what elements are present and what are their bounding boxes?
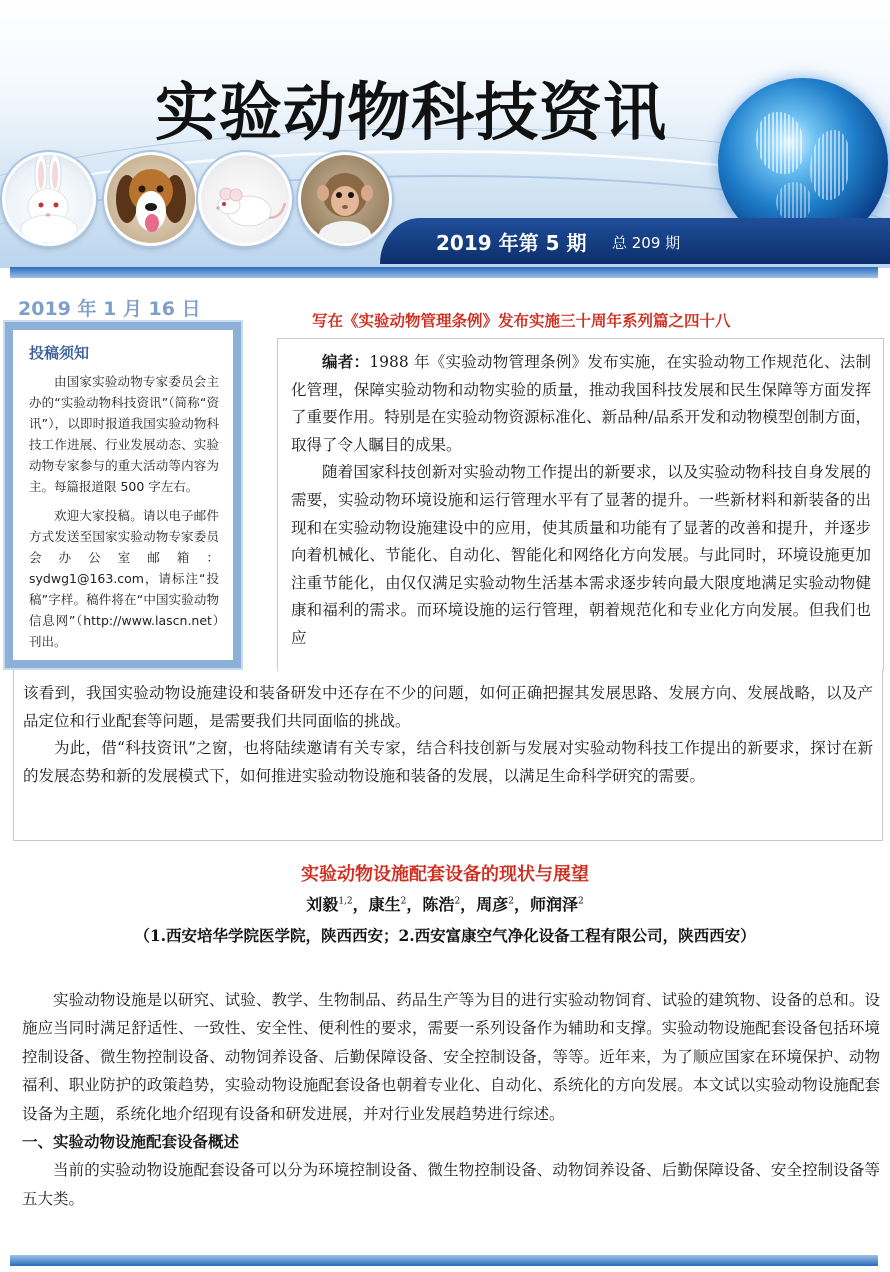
editor-note-box bbox=[277, 338, 884, 671]
article-authors: 刘毅$^{1,2}$，康生$^2$，陈浩$^2$，周彦$^2$，师润泽$^2$ bbox=[306, 895, 584, 914]
total-issue-number: 总 209 期 bbox=[612, 234, 681, 252]
submission-notice-box bbox=[5, 322, 241, 668]
masthead-banner bbox=[0, 0, 890, 268]
editor-paragraph: 为此，借“科技资讯”之窗，也将陆续邀请有关专家，结合科技创新与发展对实验动物科技工作提出的新要求，探讨在新的发展态势和新的发展模式下，如何推进实验动物设施和装备的发展，以满足生命科学研究的需要。 bbox=[23, 739, 873, 785]
banner-divider bbox=[10, 267, 878, 278]
series-heading: 写在《实验动物管理条例》发布实施三十周年系列篇之四十八 bbox=[312, 312, 731, 330]
beagle-photo bbox=[104, 152, 198, 246]
section-heading: 一、实验动物设施配套设备概述 bbox=[22, 1132, 240, 1152]
publication-title: 实验动物科技资讯 bbox=[155, 76, 667, 149]
editor-paragraph: 编者：1988 年《实验动物管理条例》发布实施，在实验动物工作规范化、法制化管理，保障实验动物和动物实验的质量，推动我国科技发展和民生保障等方面发挥了重要作用。特别是在实验动物资源标准化、新品种/品系开发和动物模型创制方面，取得了令人瞩目的成果。 bbox=[291, 352, 871, 454]
notice-title: 投稿须知 bbox=[29, 344, 90, 362]
monkey-photo bbox=[298, 152, 392, 246]
article-body bbox=[22, 986, 880, 1213]
editor-label: 编者： bbox=[322, 352, 370, 371]
editor-paragraph: 该看到，我国实验动物设施建设和装备研发中还存在不少的问题，如何正确把握其发展思路、发展方向、发展战略，以及产品定位和行业配套等问题，是需要我们共同面临的挑战。 bbox=[23, 684, 873, 730]
article-paragraph: 实验动物设施是以研究、试验、教学、生物制品、药品生产等为目的进行实验动物饲育、试验的建筑物、设备的总和。设施应当同时满足舒适性、一致性、安全性、便利性的要求，需要一系列设备作为辅助和支撑。实验动物设施配套设备包括环境控制设备、微生物控制设备、动物饲养设备、后勤保障设备、安全控制设备，等等。近年来，为了顺应国家在环境保护、动物福利、职业防护的政策趋势，实验动物设施配套设备也朝着专业化、自动化、系统化的方向发展。本文试以实验动物设施配套设备为主题，系统化地介绍现有设备和研发进展，并对行业发展趋势进行综述。 bbox=[22, 991, 880, 1123]
issue-number: 2019 年第 5 期 bbox=[436, 231, 587, 255]
publish-date: 2019 年 1 月 16 日 bbox=[18, 298, 201, 320]
article-title: 实验动物设施配套设备的现状与展望 bbox=[301, 864, 589, 885]
mouse-photo bbox=[198, 152, 292, 246]
editor-note-continued bbox=[13, 670, 883, 841]
rabbit-photo bbox=[2, 152, 96, 246]
footer-divider bbox=[10, 1255, 878, 1266]
article-paragraph: 当前的实验动物设施配套设备可以分为环境控制设备、微生物控制设备、动物饲养设备、后勤保障设备、安全控制设备等五大类。 bbox=[22, 1161, 880, 1208]
article-affiliation: （1.西安培华学院医学院，陕西西安；2.西安富康空气净化设备工程有限公司，陕西西安） bbox=[134, 926, 756, 945]
notice-paragraph: 欢迎大家投稿。请以电子邮件方式发送至国家实验动物专家委员会办公室邮箱：sydwg1@163.com，请标注“投稿”字样。稿件将在“中国实验动物信息网”（http://www.lascn.net）刊出。 bbox=[29, 508, 219, 649]
notice-paragraph: 由国家实验动物专家委员会主办的“实验动物科技资讯”（简称“资讯”），以即时报道我国实验动物科技工作进展、行业发展动态、实验动物专家参与的重大活动等内容为主。每篇报道限 500 字左右。 bbox=[29, 374, 219, 494]
editor-paragraph: 随着国家科技创新对实验动物工作提出的新要求，以及实验动物科技自身发展的需要，实验动物环境设施和运行管理水平有了显著的提升。一些新材料和新装备的出现和在实验动物设施建设中的应用，使其质量和功能有了显著的改善和提升，并逐步向着机械化、节能化、自动化、智能化和网络化方向发展。与此同时，环境设施更加注重节能化，由仅仅满足实验动物生活基本需求逐步转向最大限度地满足实验动物健康和福利的需求。而环境设施的运行管理，朝着规范化和专业化方向发展。但我们也应 bbox=[291, 463, 871, 647]
